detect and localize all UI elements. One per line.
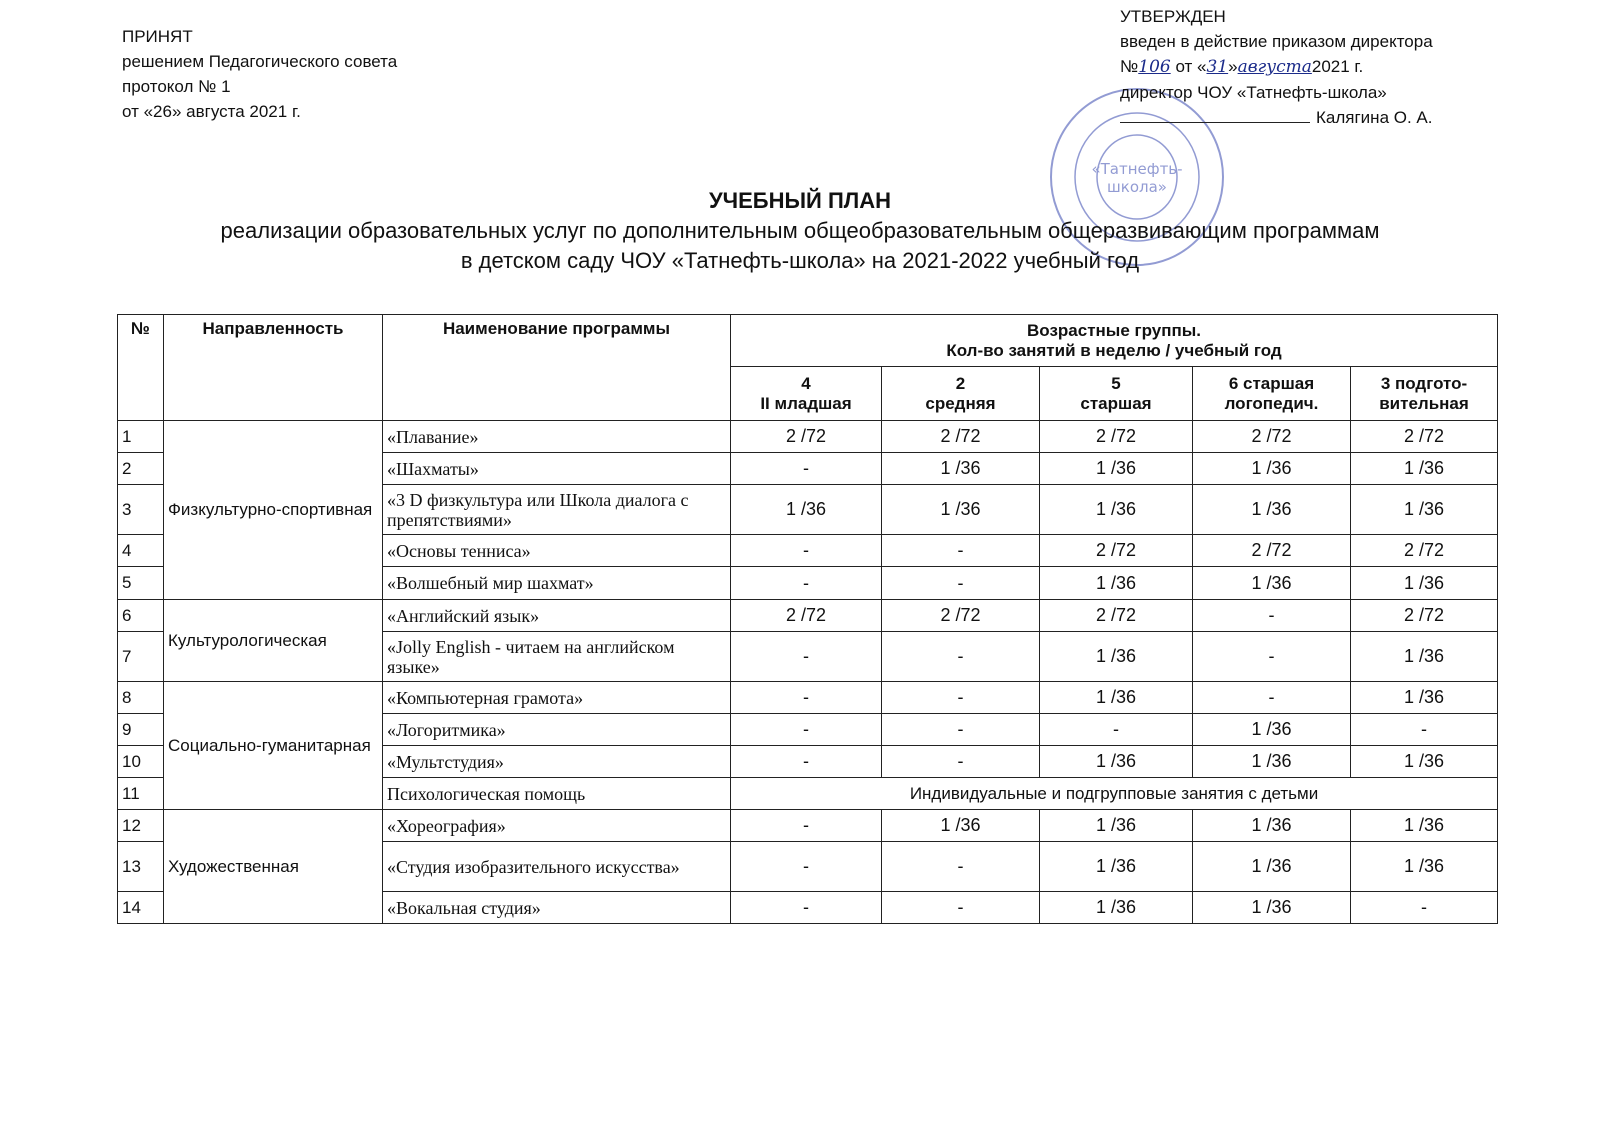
program-name: «3 D физкультура или Школа диалога с препятствиями» xyxy=(383,485,731,535)
program-name: «Основы тенниса» xyxy=(383,535,731,567)
value-cell: 1 /36 xyxy=(1351,842,1498,892)
value-cell: - xyxy=(731,746,882,778)
order-year: 2021 г. xyxy=(1311,57,1364,76)
table-row xyxy=(118,421,1498,453)
program-name: «Английский язык» xyxy=(383,600,731,632)
direction-cell: Художественная xyxy=(164,810,383,924)
curriculum-table xyxy=(117,314,1498,924)
value-cell: 2 /72 xyxy=(882,421,1040,453)
row-number: 11 xyxy=(118,778,164,810)
value-cell: 2 /72 xyxy=(1193,535,1351,567)
value-cell: 2 /72 xyxy=(1193,421,1351,453)
row-number: 4 xyxy=(118,535,164,567)
value-cell: 1 /36 xyxy=(1193,892,1351,924)
value-cell: 1 /36 xyxy=(1351,453,1498,485)
program-name: «Вокальная студия» xyxy=(383,892,731,924)
col-header-program: Наименование программы xyxy=(383,315,731,421)
value-cell: 1 /36 xyxy=(1040,453,1193,485)
value-cell: 2 /72 xyxy=(1351,600,1498,632)
group-header-4: 3 подгото- вительная xyxy=(1351,367,1498,421)
value-cell: - xyxy=(1193,600,1351,632)
header-row-1 xyxy=(118,315,1498,367)
value-cell: 1 /36 xyxy=(1193,810,1351,842)
group-header-0: 4 II младшая xyxy=(731,367,882,421)
value-cell: 1 /36 xyxy=(1040,892,1193,924)
value-cell: - xyxy=(882,746,1040,778)
table-row xyxy=(118,810,1498,842)
col-header-age-groups xyxy=(731,315,1498,367)
row-number: 10 xyxy=(118,746,164,778)
table-row xyxy=(118,682,1498,714)
row-number: 8 xyxy=(118,682,164,714)
value-cell: 1 /36 xyxy=(1040,810,1193,842)
value-cell: - xyxy=(731,682,882,714)
value-cell: - xyxy=(1351,892,1498,924)
approved-by-order: введен в действие приказом директора xyxy=(1120,32,1433,51)
protocol-number: протокол № 1 xyxy=(122,77,231,96)
direction-cell: Физкультурно-спортивная xyxy=(164,421,383,600)
value-cell: - xyxy=(1193,632,1351,682)
program-name: «Плавание» xyxy=(383,421,731,453)
value-cell: 1 /36 xyxy=(1351,682,1498,714)
value-cell: 1 /36 xyxy=(1040,842,1193,892)
value-cell: - xyxy=(882,714,1040,746)
header-approved-block xyxy=(1120,4,1433,130)
order-day: 31 xyxy=(1206,57,1229,77)
approved-label: УТВЕРЖДЕН xyxy=(1120,7,1226,26)
order-mid: » xyxy=(1228,57,1238,76)
document-title-block xyxy=(0,186,1600,276)
stamp-text: «Татнефть-школа» xyxy=(1091,160,1183,196)
row-number: 9 xyxy=(118,714,164,746)
value-cell: 1 /36 xyxy=(1351,632,1498,682)
value-cell: 1 /36 xyxy=(1040,682,1193,714)
value-cell: 1 /36 xyxy=(1193,453,1351,485)
document-title: УЧЕБНЫЙ ПЛАН xyxy=(708,188,891,213)
order-line xyxy=(1120,54,1433,80)
value-cell: 2 /72 xyxy=(1040,421,1193,453)
order-prefix: № xyxy=(1120,57,1139,76)
value-cell: 1 /36 xyxy=(1040,632,1193,682)
director-title: директор ЧОУ «Татнефть-школа» xyxy=(1120,83,1387,102)
value-cell: 1 /36 xyxy=(1193,842,1351,892)
group-header-3: 6 старшая логопедич. xyxy=(1193,367,1351,421)
row-number: 5 xyxy=(118,567,164,600)
document-subtitle-line2: в детском саду ЧОУ «Татнефть-школа» на 2021-2022 учебный год xyxy=(460,248,1140,273)
age-groups-title: Возрастные группы. xyxy=(1027,320,1201,340)
value-cell: 1 /36 xyxy=(882,453,1040,485)
direction-cell: Социально-гуманитарная xyxy=(164,682,383,810)
header-accepted-block xyxy=(122,24,397,124)
value-cell: 1 /36 xyxy=(1040,485,1193,535)
value-cell: - xyxy=(1040,714,1193,746)
program-name: «Студия изобразительного искусства» xyxy=(383,842,731,892)
row-number: 7 xyxy=(118,632,164,682)
col-header-num: № xyxy=(118,315,164,421)
program-name: «Мультстудия» xyxy=(383,746,731,778)
document-subtitle-line1: реализации образовательных услуг по дополнительным общеобразовательным общеразвивающим программам xyxy=(220,218,1380,243)
value-cell: 1 /36 xyxy=(1193,714,1351,746)
value-cell: - xyxy=(731,842,882,892)
value-cell: - xyxy=(882,682,1040,714)
value-cell: 1 /36 xyxy=(1351,567,1498,600)
value-cell: 1 /36 xyxy=(1351,485,1498,535)
value-cell: 1 /36 xyxy=(882,810,1040,842)
value-cell: 1 /36 xyxy=(1193,485,1351,535)
value-cell: - xyxy=(731,810,882,842)
order-month: августа xyxy=(1237,57,1312,77)
row-number: 6 xyxy=(118,600,164,632)
value-cell: - xyxy=(882,842,1040,892)
value-cell: 2 /72 xyxy=(731,421,882,453)
program-name: «Хореография» xyxy=(383,810,731,842)
signature-line xyxy=(1120,105,1433,130)
program-name: «Волшебный мир шахмат» xyxy=(383,567,731,600)
value-cell: 2 /72 xyxy=(1351,421,1498,453)
row-number: 2 xyxy=(118,453,164,485)
value-cell: - xyxy=(731,535,882,567)
value-cell: 1 /36 xyxy=(882,485,1040,535)
value-cell: - xyxy=(731,453,882,485)
program-name: «Логоритмика» xyxy=(383,714,731,746)
col-header-direction: Направленность xyxy=(164,315,383,421)
program-name: «Шахматы» xyxy=(383,453,731,485)
value-cell: - xyxy=(731,714,882,746)
value-cell: - xyxy=(731,567,882,600)
value-cell: 1 /36 xyxy=(1351,810,1498,842)
row-number: 3 xyxy=(118,485,164,535)
direction-cell: Культурологическая xyxy=(164,600,383,682)
value-cell: - xyxy=(882,567,1040,600)
value-cell: 2 /72 xyxy=(1351,535,1498,567)
accepted-date: от «26» августа 2021 г. xyxy=(122,102,301,121)
row-number: 1 xyxy=(118,421,164,453)
order-number: 106 xyxy=(1138,57,1171,77)
group-header-2: 5 старшая xyxy=(1040,367,1193,421)
value-cell: 1 /36 xyxy=(1193,567,1351,600)
value-cell: 2 /72 xyxy=(731,600,882,632)
accepted-by: решением Педагогического совета xyxy=(122,52,398,71)
value-cell: - xyxy=(731,892,882,924)
value-cell: - xyxy=(1193,682,1351,714)
value-cell: 1 /36 xyxy=(1040,567,1193,600)
value-cell: - xyxy=(731,632,882,682)
value-cell: - xyxy=(882,632,1040,682)
merged-value-cell: Индивидуальные и подгрупповые занятия с детьми xyxy=(731,778,1498,810)
age-groups-subtitle: Кол-во занятий в неделю / учебный год xyxy=(946,340,1282,360)
value-cell: 1 /36 xyxy=(1040,746,1193,778)
signature-blank xyxy=(1120,105,1310,123)
row-number: 12 xyxy=(118,810,164,842)
director-name: Калягина О. А. xyxy=(1316,108,1433,127)
row-number: 13 xyxy=(118,842,164,892)
program-name: «Компьютерная грамота» xyxy=(383,682,731,714)
order-from: от « xyxy=(1175,57,1207,76)
value-cell: - xyxy=(882,892,1040,924)
value-cell: 2 /72 xyxy=(1040,535,1193,567)
value-cell: 1 /36 xyxy=(731,485,882,535)
value-cell: - xyxy=(1351,714,1498,746)
value-cell: 2 /72 xyxy=(882,600,1040,632)
value-cell: 1 /36 xyxy=(1351,746,1498,778)
value-cell: 2 /72 xyxy=(1040,600,1193,632)
program-name: Психологическая помощь xyxy=(383,778,731,810)
program-name: «Jolly English - читаем на английском языке» xyxy=(383,632,731,682)
value-cell: 1 /36 xyxy=(1193,746,1351,778)
accepted-label: ПРИНЯТ xyxy=(122,27,193,46)
row-number: 14 xyxy=(118,892,164,924)
value-cell: - xyxy=(882,535,1040,567)
table-row xyxy=(118,600,1498,632)
group-header-1: 2 средняя xyxy=(882,367,1040,421)
